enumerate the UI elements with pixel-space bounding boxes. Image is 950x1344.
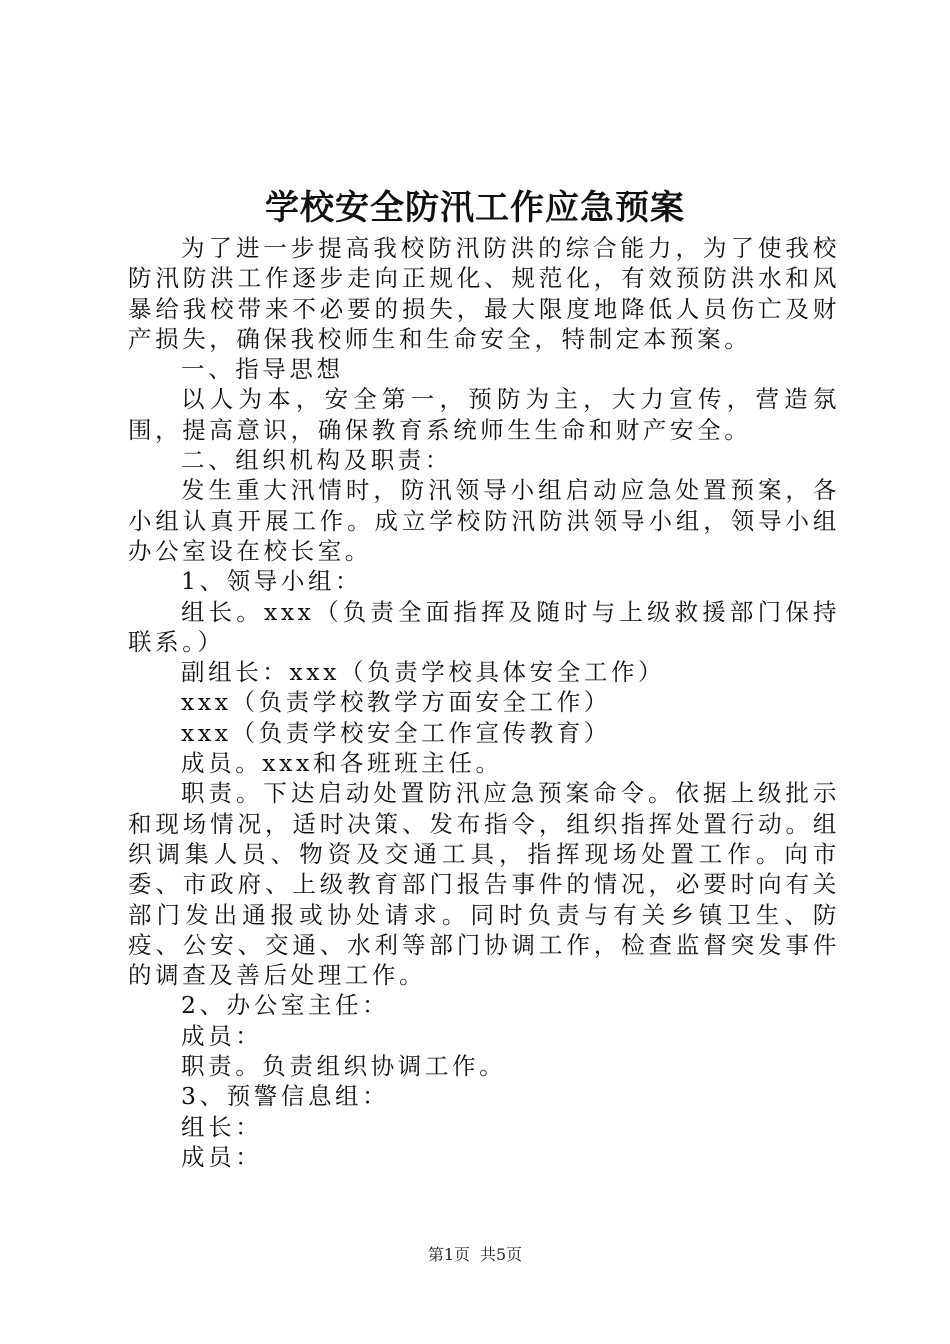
deputy-leader-line: 副组长：xxx（负责学校具体安全工作） bbox=[181, 658, 666, 687]
safety-education-line: xxx（负责学校安全工作宣传教育） bbox=[181, 718, 611, 747]
section-heading-guiding-principle: 一、指导思想 bbox=[181, 355, 344, 384]
guiding-principle-paragraph: 以人为本，安全第一，预防为主，大力宣传，营造氛围，提高意识，确保教育系统师生生命和财产安全。 bbox=[128, 385, 840, 444]
subsection-office-director: 2、办公室主任： bbox=[181, 991, 390, 1020]
document-title: 学校安全防汛工作应急预案 bbox=[265, 188, 685, 228]
warning-leader-line: 组长： bbox=[181, 1112, 263, 1141]
organization-paragraph: 发生重大汛情时，防汛领导小组启动应急处置预案，各小组认真开展工作。成立学校防汛防洪领导小组，领导小组办公室设在校长室。 bbox=[128, 476, 840, 565]
warning-members-line: 成员： bbox=[181, 1142, 263, 1171]
subsection-leadership-group: 1、领导小组： bbox=[181, 567, 363, 596]
subsection-warning-group: 3、预警信息组： bbox=[181, 1082, 390, 1111]
section-heading-organization: 二、组织机构及职责： bbox=[181, 446, 452, 475]
page-number: 第1页 bbox=[427, 1245, 470, 1264]
office-members-line: 成员： bbox=[181, 1021, 263, 1050]
duties-paragraph: 职责。下达启动处置防汛应急预案命令。依据上级批示和现场情况，适时决策、发布指令，组织指挥处置行动。组织调集人员、物资及交通工具，指挥现场处置工作。向市委、市政府、上级教育部门报告事件的情况，必要时向有关部门发出通报或协处请求。同时负责与有关乡镇卫生、防疫、公安、交通、水利等部门协调工作，检查监督突发事件的调查及善后处理工作。 bbox=[128, 779, 840, 990]
intro-paragraph: 为了进一步提高我校防汛防洪的综合能力，为了使我校防汛防洪工作逐步走向正规化、规范化，有效预防洪水和风暴给我校带来不必要的损失，最大限度地降低人员伤亡及财产损失，确保我校师生和生命安全，特制定本预案。 bbox=[128, 234, 840, 353]
page-total: 共5页 bbox=[480, 1245, 523, 1264]
group-leader-line: 组长。xxx（负责全面指挥及随时与上级救援部门保持联系。） bbox=[128, 597, 840, 656]
office-duties-line: 职责。负责组织协调工作。 bbox=[181, 1052, 507, 1081]
page-footer bbox=[0, 1245, 950, 1265]
teaching-safety-line: xxx（负责学校教学方面安全工作） bbox=[181, 688, 611, 717]
document-body bbox=[128, 233, 840, 1172]
members-line: 成员。xxx和各班班主任。 bbox=[181, 749, 503, 778]
